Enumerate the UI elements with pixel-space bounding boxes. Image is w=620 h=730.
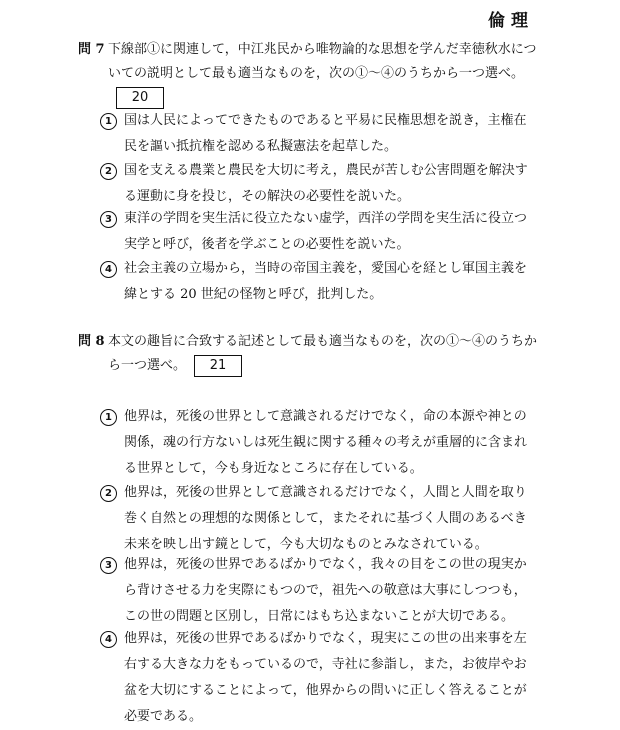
option-text: 他界は，死後の世界であるばかりでなく，現実にこの世の出来事を左右する大きな力をもっているので，寺社に参詣し，また，お彼岸やお盆を大切にすることによって，他界からの問いに正しく答えることが必要である。	[124, 631, 527, 724]
option-number: 4	[100, 631, 117, 648]
option-item[interactable]	[100, 626, 530, 730]
option-item[interactable]	[100, 404, 530, 482]
option-item[interactable]	[100, 158, 530, 210]
option-text: 東洋の学問を実生活に役立たない虚学，西洋の学問を実生活に役立つ実学と呼び，後者を学ぶことの必要性を説いた。	[124, 211, 528, 252]
option-text: 社会主義の立場から，当時の帝国主義を，愛国心を経とし軍国主義を緯とする 20 世紀の怪物と呼び，批判した。	[124, 261, 528, 302]
option-number: 2	[100, 485, 117, 502]
option-text: 他界は，死後の世界として意識されるだけでなく，人間と人間を取り巻く自然との理想的な関係として，またそれに基づく人間のあるべき未来を映し出す鏡として，今も大切なものとみなされている。	[124, 485, 527, 552]
option-number: 4	[100, 261, 117, 278]
question-number: 問 7	[78, 42, 105, 57]
option-number: 1	[100, 409, 117, 426]
option-number: 1	[100, 113, 117, 130]
question-7	[78, 38, 540, 110]
option-number: 3	[100, 211, 117, 228]
answer-box[interactable]: 20	[116, 87, 164, 109]
option-text: 国は人民によってできたものであると平易に民権思想を説き，主権在民を謳い抵抗権を認める私擬憲法を起草した。	[124, 113, 527, 154]
option-number: 2	[100, 163, 117, 180]
answer-box[interactable]: 21	[194, 355, 242, 377]
option-item[interactable]	[100, 108, 530, 160]
question-number: 問 8	[78, 334, 105, 349]
question-8	[78, 330, 540, 378]
option-item[interactable]	[100, 206, 530, 258]
subject-title: 倫理	[488, 11, 534, 31]
option-item[interactable]	[100, 552, 530, 630]
option-text: 他界は，死後の世界であるばかりでなく，我々の目をこの世の現実から背けさせる力を実際にもつので，祖先への敬意は大事にしつつも，この世の問題と区別し，日常にはもち込まないことが大切である。	[124, 557, 527, 624]
question-text: 下線部①に関連して，中江兆民から唯物論的な思想を学んだ幸徳秋水についての説明として最も適当なものを，次の①～④のうちから一つ選べ。20	[78, 38, 540, 110]
option-text: 国を支える農業と農民を大切に考え，農民が苦しむ公害問題を解決する運動に身を投じ，その解決の必要性を説いた。	[124, 163, 528, 204]
option-item[interactable]	[100, 256, 530, 308]
option-text: 他界は，死後の世界として意識されるだけでなく，命の本源や神との関係，魂の行方ないしは死生観に関する種々の考えが重層的に含まれる世界として，今も身近なところに存在している。	[124, 409, 528, 476]
option-item[interactable]	[100, 480, 530, 558]
question-text: 本文の趣旨に合致する記述として最も適当なものを，次の①～④のうちから一つ選べ。 21	[78, 330, 540, 378]
option-number: 3	[100, 557, 117, 574]
